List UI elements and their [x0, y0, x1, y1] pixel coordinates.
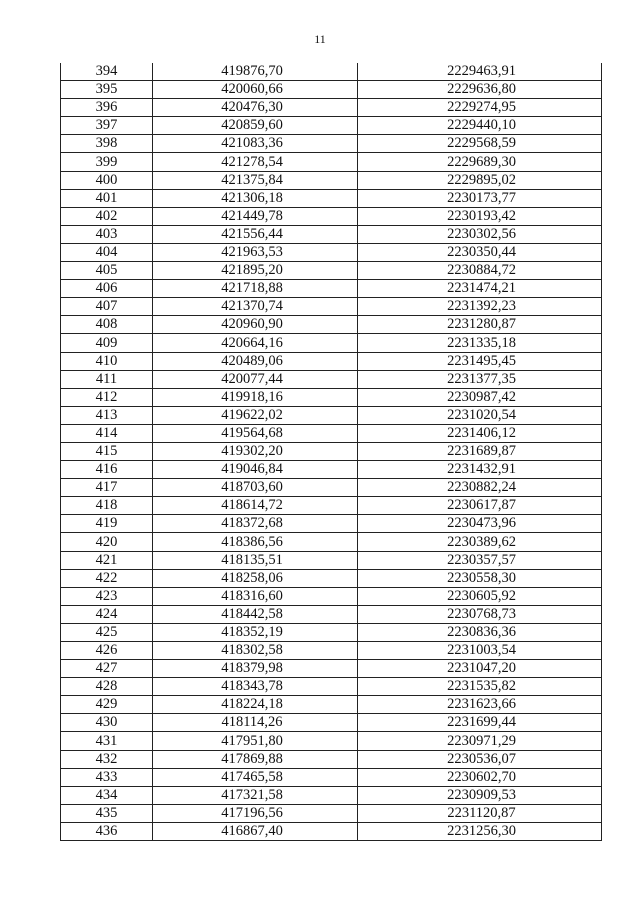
y-coordinate-cell: 2230884,72 — [358, 262, 602, 280]
table-row — [61, 424, 602, 442]
point-number-cell: 421 — [61, 551, 153, 569]
y-coordinate-cell: 2230473,96 — [358, 515, 602, 533]
table-row — [61, 750, 602, 768]
y-coordinate-cell: 2231689,87 — [358, 442, 602, 460]
point-number-cell: 397 — [61, 117, 153, 135]
point-number-cell: 409 — [61, 334, 153, 352]
point-number-cell: 406 — [61, 280, 153, 298]
y-coordinate-cell: 2231623,66 — [358, 696, 602, 714]
table-row — [61, 99, 602, 117]
table-row — [61, 117, 602, 135]
y-coordinate-cell: 2230193,42 — [358, 207, 602, 225]
point-number-cell: 431 — [61, 732, 153, 750]
table-row — [61, 660, 602, 678]
point-number-cell: 426 — [61, 642, 153, 660]
table-row — [61, 316, 602, 334]
y-coordinate-cell: 2229895,02 — [358, 171, 602, 189]
x-coordinate-cell: 421556,44 — [153, 225, 358, 243]
table-row — [61, 262, 602, 280]
y-coordinate-cell: 2231003,54 — [358, 642, 602, 660]
y-coordinate-cell: 2229689,30 — [358, 153, 602, 171]
y-coordinate-cell: 2230536,07 — [358, 750, 602, 768]
table-row — [61, 171, 602, 189]
table-row — [61, 298, 602, 316]
y-coordinate-cell: 2230602,70 — [358, 768, 602, 786]
table-row — [61, 406, 602, 424]
x-coordinate-cell: 419876,70 — [153, 63, 358, 81]
y-coordinate-cell: 2229463,91 — [358, 63, 602, 81]
point-number-cell: 418 — [61, 497, 153, 515]
y-coordinate-cell: 2230605,92 — [358, 587, 602, 605]
point-number-cell: 436 — [61, 822, 153, 840]
point-number-cell: 427 — [61, 660, 153, 678]
x-coordinate-cell: 417321,58 — [153, 786, 358, 804]
y-coordinate-cell: 2229274,95 — [358, 99, 602, 117]
table-row — [61, 732, 602, 750]
table-row — [61, 388, 602, 406]
point-number-cell: 424 — [61, 605, 153, 623]
table-row — [61, 678, 602, 696]
table-row — [61, 786, 602, 804]
table-row — [61, 280, 602, 298]
point-number-cell: 408 — [61, 316, 153, 334]
table-row — [61, 822, 602, 840]
point-number-cell: 399 — [61, 153, 153, 171]
x-coordinate-cell: 418258,06 — [153, 569, 358, 587]
point-number-cell: 411 — [61, 370, 153, 388]
x-coordinate-cell: 421306,18 — [153, 189, 358, 207]
x-coordinate-cell: 418386,56 — [153, 533, 358, 551]
table-row — [61, 804, 602, 822]
table-row — [61, 497, 602, 515]
point-number-cell: 420 — [61, 533, 153, 551]
y-coordinate-cell: 2231047,20 — [358, 660, 602, 678]
point-number-cell: 400 — [61, 171, 153, 189]
table-row — [61, 569, 602, 587]
y-coordinate-cell: 2231432,91 — [358, 461, 602, 479]
x-coordinate-cell: 420664,16 — [153, 334, 358, 352]
table-row — [61, 81, 602, 99]
x-coordinate-cell: 419302,20 — [153, 442, 358, 460]
point-number-cell: 404 — [61, 243, 153, 261]
point-number-cell: 434 — [61, 786, 153, 804]
table-row — [61, 515, 602, 533]
point-number-cell: 395 — [61, 81, 153, 99]
y-coordinate-cell: 2230768,73 — [358, 605, 602, 623]
point-number-cell: 396 — [61, 99, 153, 117]
table-row — [61, 442, 602, 460]
point-number-cell: 402 — [61, 207, 153, 225]
x-coordinate-cell: 418343,78 — [153, 678, 358, 696]
table-row — [61, 768, 602, 786]
page-number: 11 — [314, 32, 326, 46]
y-coordinate-cell: 2230971,29 — [358, 732, 602, 750]
y-coordinate-cell: 2231474,21 — [358, 280, 602, 298]
y-coordinate-cell: 2231406,12 — [358, 424, 602, 442]
x-coordinate-cell: 420859,60 — [153, 117, 358, 135]
table-row — [61, 587, 602, 605]
y-coordinate-cell: 2230909,53 — [358, 786, 602, 804]
x-coordinate-cell: 420077,44 — [153, 370, 358, 388]
point-number-cell: 422 — [61, 569, 153, 587]
table-row — [61, 207, 602, 225]
point-number-cell: 414 — [61, 424, 153, 442]
point-number-cell: 403 — [61, 225, 153, 243]
point-number-cell: 410 — [61, 352, 153, 370]
table-row — [61, 533, 602, 551]
point-number-cell: 401 — [61, 189, 153, 207]
point-number-cell: 419 — [61, 515, 153, 533]
point-number-cell: 398 — [61, 135, 153, 153]
table-row — [61, 352, 602, 370]
table-row — [61, 135, 602, 153]
x-coordinate-cell: 418614,72 — [153, 497, 358, 515]
x-coordinate-cell: 418224,18 — [153, 696, 358, 714]
x-coordinate-cell: 418135,51 — [153, 551, 358, 569]
x-coordinate-cell: 417465,58 — [153, 768, 358, 786]
y-coordinate-cell: 2231535,82 — [358, 678, 602, 696]
point-number-cell: 430 — [61, 714, 153, 732]
table-row — [61, 714, 602, 732]
table-row — [61, 461, 602, 479]
x-coordinate-cell: 417869,88 — [153, 750, 358, 768]
x-coordinate-cell: 418316,60 — [153, 587, 358, 605]
x-coordinate-cell: 418114,26 — [153, 714, 358, 732]
y-coordinate-cell: 2229568,59 — [358, 135, 602, 153]
y-coordinate-cell: 2229636,80 — [358, 81, 602, 99]
x-coordinate-cell: 419564,68 — [153, 424, 358, 442]
table-row — [61, 153, 602, 171]
x-coordinate-cell: 419918,16 — [153, 388, 358, 406]
table-row — [61, 189, 602, 207]
coordinates-table-body — [61, 63, 602, 841]
x-coordinate-cell: 418703,60 — [153, 479, 358, 497]
y-coordinate-cell: 2230617,87 — [358, 497, 602, 515]
coordinates-table — [60, 63, 602, 841]
point-number-cell: 415 — [61, 442, 153, 460]
table-row — [61, 334, 602, 352]
y-coordinate-cell: 2231020,54 — [358, 406, 602, 424]
y-coordinate-cell: 2229440,10 — [358, 117, 602, 135]
x-coordinate-cell: 417951,80 — [153, 732, 358, 750]
point-number-cell: 394 — [61, 63, 153, 81]
x-coordinate-cell: 421895,20 — [153, 262, 358, 280]
x-coordinate-cell: 417196,56 — [153, 804, 358, 822]
x-coordinate-cell: 418352,19 — [153, 623, 358, 641]
y-coordinate-cell: 2230302,56 — [358, 225, 602, 243]
point-number-cell: 433 — [61, 768, 153, 786]
x-coordinate-cell: 420960,90 — [153, 316, 358, 334]
x-coordinate-cell: 420476,30 — [153, 99, 358, 117]
x-coordinate-cell: 421718,88 — [153, 280, 358, 298]
x-coordinate-cell: 421370,74 — [153, 298, 358, 316]
table-row — [61, 370, 602, 388]
y-coordinate-cell: 2231280,87 — [358, 316, 602, 334]
y-coordinate-cell: 2230836,36 — [358, 623, 602, 641]
y-coordinate-cell: 2231256,30 — [358, 822, 602, 840]
point-number-cell: 412 — [61, 388, 153, 406]
y-coordinate-cell: 2230882,24 — [358, 479, 602, 497]
y-coordinate-cell: 2230389,62 — [358, 533, 602, 551]
x-coordinate-cell: 419046,84 — [153, 461, 358, 479]
x-coordinate-cell: 420489,06 — [153, 352, 358, 370]
point-number-cell: 435 — [61, 804, 153, 822]
point-number-cell: 429 — [61, 696, 153, 714]
point-number-cell: 417 — [61, 479, 153, 497]
x-coordinate-cell: 418379,98 — [153, 660, 358, 678]
point-number-cell: 425 — [61, 623, 153, 641]
y-coordinate-cell: 2231120,87 — [358, 804, 602, 822]
table-row — [61, 605, 602, 623]
table-row — [61, 479, 602, 497]
y-coordinate-cell: 2231495,45 — [358, 352, 602, 370]
table-row — [61, 623, 602, 641]
x-coordinate-cell: 418442,58 — [153, 605, 358, 623]
point-number-cell: 407 — [61, 298, 153, 316]
y-coordinate-cell: 2230558,30 — [358, 569, 602, 587]
x-coordinate-cell: 421963,53 — [153, 243, 358, 261]
y-coordinate-cell: 2230357,57 — [358, 551, 602, 569]
point-number-cell: 423 — [61, 587, 153, 605]
y-coordinate-cell: 2230350,44 — [358, 243, 602, 261]
y-coordinate-cell: 2231377,35 — [358, 370, 602, 388]
x-coordinate-cell: 420060,66 — [153, 81, 358, 99]
x-coordinate-cell: 421449,78 — [153, 207, 358, 225]
y-coordinate-cell: 2230173,77 — [358, 189, 602, 207]
x-coordinate-cell: 421375,84 — [153, 171, 358, 189]
x-coordinate-cell: 421278,54 — [153, 153, 358, 171]
table-row — [61, 63, 602, 81]
point-number-cell: 413 — [61, 406, 153, 424]
point-number-cell: 432 — [61, 750, 153, 768]
table-row — [61, 642, 602, 660]
y-coordinate-cell: 2231392,23 — [358, 298, 602, 316]
x-coordinate-cell: 418302,58 — [153, 642, 358, 660]
y-coordinate-cell: 2230987,42 — [358, 388, 602, 406]
x-coordinate-cell: 418372,68 — [153, 515, 358, 533]
point-number-cell: 416 — [61, 461, 153, 479]
y-coordinate-cell: 2231335,18 — [358, 334, 602, 352]
x-coordinate-cell: 419622,02 — [153, 406, 358, 424]
x-coordinate-cell: 421083,36 — [153, 135, 358, 153]
x-coordinate-cell: 416867,40 — [153, 822, 358, 840]
point-number-cell: 428 — [61, 678, 153, 696]
table-row — [61, 696, 602, 714]
y-coordinate-cell: 2231699,44 — [358, 714, 602, 732]
table-row — [61, 551, 602, 569]
table-row — [61, 243, 602, 261]
table-row — [61, 225, 602, 243]
point-number-cell: 405 — [61, 262, 153, 280]
